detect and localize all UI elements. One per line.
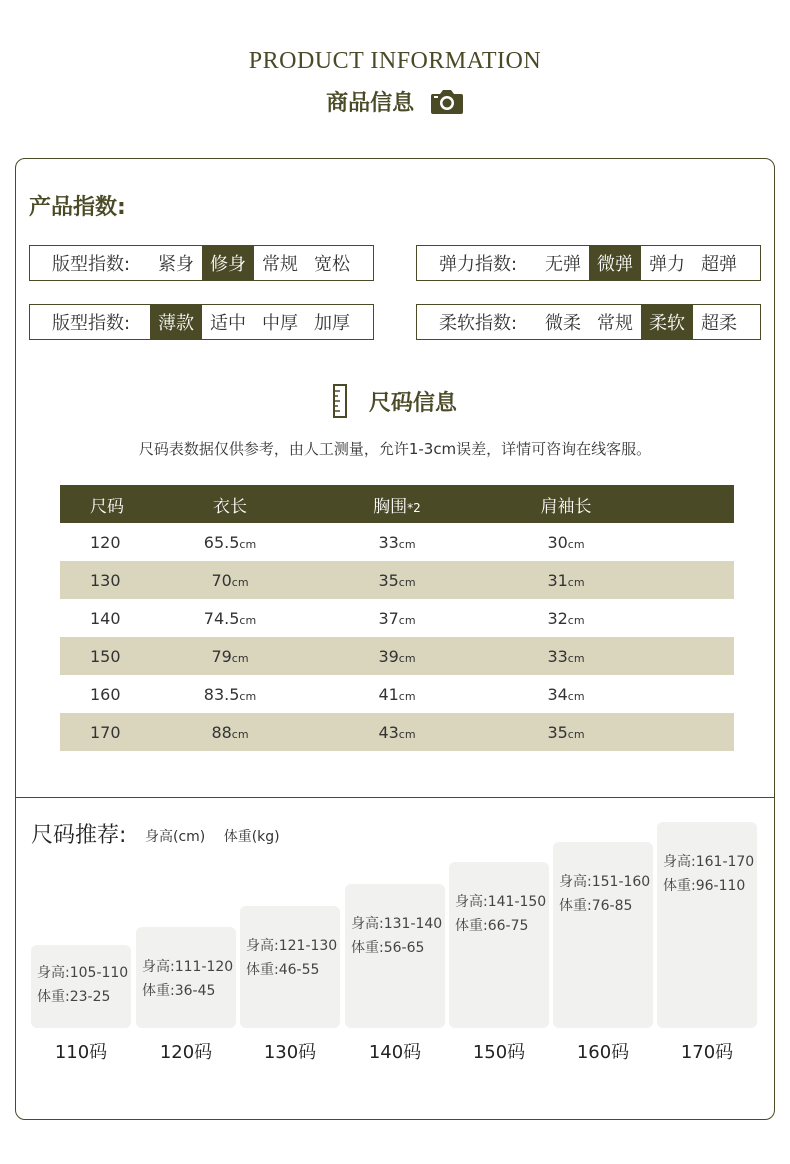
index-option: 超柔: [701, 313, 737, 334]
size-info-title-text: 尺码信息: [368, 391, 457, 416]
table-cell: [486, 723, 646, 742]
size-info-title: [0, 384, 790, 424]
table-row: [60, 561, 734, 599]
size-card-label: 140码: [368, 1042, 422, 1063]
index-option: 适中: [210, 313, 246, 334]
size-card-label: 120码: [159, 1042, 213, 1063]
product-index-title: 产品指数:: [29, 195, 126, 220]
index-option: 弹力: [649, 254, 685, 275]
card-height: 身高:121-130: [246, 938, 338, 954]
recommend-subtitle: [145, 826, 294, 846]
chest-multiplier: *2: [407, 500, 421, 515]
size-card: [31, 945, 131, 1028]
table-row: [60, 599, 734, 637]
size-card: [553, 842, 653, 1028]
size-card: [240, 906, 340, 1028]
ruler-icon: [333, 384, 349, 424]
size-note: 尺码表数据仅供参考，由人工测量，允许1-3cm误差，详情可咨询在线客服。: [138, 440, 652, 458]
index-option: 超弹: [701, 254, 737, 275]
size-card-label: 160码: [576, 1042, 630, 1063]
table-cell: [60, 533, 152, 552]
cell-unit: cm: [567, 689, 585, 703]
cell-value: 170: [90, 722, 121, 742]
header-title-en: PRODUCT INFORMATION: [248, 48, 542, 74]
col-header-sleeve: 肩袖长: [540, 496, 592, 517]
size-card-label: 150码: [472, 1042, 526, 1063]
cell-value: 31: [547, 570, 568, 590]
cell-unit: cm: [239, 537, 257, 551]
cell-unit: cm: [398, 727, 416, 741]
cell-unit: cm: [398, 613, 416, 627]
table-cell: [152, 723, 308, 742]
index-row-label: 版型指数:: [51, 254, 131, 275]
index-option: 宽松: [314, 254, 350, 275]
index-row-label: 弹力指数:: [438, 254, 518, 275]
card-weight: 体重:96-110: [663, 878, 746, 894]
index-option: 常规: [262, 254, 298, 275]
index-option: 无弹: [545, 254, 581, 275]
table-cell: [486, 647, 646, 666]
col-header-chest: [308, 492, 486, 517]
card-height: 身高:131-140: [351, 916, 443, 932]
cell-unit: cm: [567, 613, 585, 627]
table-cell: [152, 609, 308, 628]
table-cell: [486, 685, 646, 704]
col-header-length: 衣长: [213, 496, 247, 517]
cell-unit: cm: [398, 537, 416, 551]
table-cell: [486, 571, 646, 590]
weight-label: 体重(kg): [223, 829, 280, 845]
cell-unit: cm: [231, 651, 249, 665]
cell-unit: cm: [567, 727, 585, 741]
cell-value: 33: [378, 532, 399, 552]
cell-value: 120: [90, 532, 121, 552]
cell-value: 130: [90, 570, 121, 590]
card-weight: 体重:23-25: [37, 989, 111, 1005]
table-cell: [60, 723, 152, 742]
table-row: [60, 523, 734, 561]
table-row: [60, 713, 734, 751]
cell-value: 39: [378, 646, 399, 666]
size-card: [345, 884, 445, 1028]
index-option-selected: 微弹: [589, 246, 641, 280]
header-title-cn: [0, 86, 790, 121]
cell-unit: cm: [239, 689, 257, 703]
col-header-size: 尺码: [90, 496, 124, 517]
card-height: 身高:105-110: [37, 965, 129, 981]
cell-unit: cm: [231, 727, 249, 741]
table-cell: [308, 571, 486, 590]
table-cell: [60, 609, 152, 628]
cell-value: 79: [211, 646, 232, 666]
table-cell: [152, 571, 308, 590]
cell-value: 35: [378, 570, 399, 590]
card-weight: 体重:46-55: [246, 962, 320, 978]
cell-value: 37: [378, 608, 399, 628]
table-cell: [308, 685, 486, 704]
cell-value: 150: [90, 646, 121, 666]
cell-value: 33: [547, 646, 568, 666]
card-weight: 体重:36-45: [142, 983, 216, 999]
cell-value: 41: [378, 684, 399, 704]
size-card-label: 130码: [263, 1042, 317, 1063]
cell-unit: cm: [398, 575, 416, 589]
cell-value: 70: [211, 570, 232, 590]
index-option: 常规: [597, 313, 633, 334]
height-label: 身高(cm): [145, 829, 206, 845]
cell-unit: cm: [398, 689, 416, 703]
index-row: [29, 245, 374, 281]
cell-unit: cm: [567, 537, 585, 551]
card-weight: 体重:76-85: [559, 898, 633, 914]
cell-value: 65.5: [203, 532, 240, 552]
cell-value: 30: [547, 532, 568, 552]
cell-value: 34: [547, 684, 568, 704]
section-divider: [15, 797, 775, 798]
card-weight: 体重:56-65: [351, 940, 425, 956]
card-height: 身高:141-150: [455, 894, 547, 910]
cell-value: 88: [211, 722, 232, 742]
index-option: 加厚: [314, 313, 350, 334]
index-option: 紧身: [158, 254, 194, 275]
cell-value: 140: [90, 608, 121, 628]
index-option-selected: 修身: [202, 246, 254, 280]
table-cell: [308, 647, 486, 666]
table-row: [60, 637, 734, 675]
cell-unit: cm: [567, 651, 585, 665]
index-row: [416, 245, 761, 281]
table-cell: [60, 685, 152, 704]
table-cell: [152, 685, 308, 704]
index-option-selected: 薄款: [150, 305, 202, 339]
camera-icon: [430, 87, 464, 121]
cell-value: 35: [547, 722, 568, 742]
size-card-label: 170码: [680, 1042, 734, 1063]
card-height: 身高:151-160: [559, 874, 651, 890]
size-card: [449, 862, 549, 1028]
index-row-label: 柔软指数:: [438, 313, 518, 334]
table-cell: [308, 533, 486, 552]
cell-value: 160: [90, 684, 121, 704]
cell-unit: cm: [239, 613, 257, 627]
card-height: 身高:161-170: [663, 854, 755, 870]
index-option: 微柔: [545, 313, 581, 334]
cell-unit: cm: [398, 651, 416, 665]
table-cell: [60, 647, 152, 666]
col-header-chest-text: 胸围: [373, 496, 408, 517]
index-row-label: 版型指数:: [51, 313, 131, 334]
recommend-title: 尺码推荐:: [31, 823, 127, 848]
table-header-row: [60, 485, 734, 523]
table-cell: [308, 723, 486, 742]
table-cell: [152, 533, 308, 552]
index-option-selected: 柔软: [641, 305, 693, 339]
size-table: [60, 485, 734, 751]
header-title-cn-text: 商品信息: [326, 91, 415, 116]
card-weight: 体重:66-75: [455, 918, 529, 934]
cell-unit: cm: [567, 575, 585, 589]
cell-value: 32: [547, 608, 568, 628]
index-row: [416, 304, 761, 340]
size-card: [136, 927, 236, 1028]
cell-value: 43: [378, 722, 399, 742]
size-card: [657, 822, 757, 1028]
table-cell: [308, 609, 486, 628]
table-cell: [486, 609, 646, 628]
table-cell: [486, 533, 646, 552]
index-option: 中厚: [262, 313, 298, 334]
table-row: [60, 675, 734, 713]
index-row: [29, 304, 374, 340]
cell-value: 74.5: [203, 608, 240, 628]
table-cell: [60, 571, 152, 590]
cell-unit: cm: [231, 575, 249, 589]
table-cell: [152, 647, 308, 666]
card-height: 身高:111-120: [142, 959, 234, 975]
cell-value: 83.5: [203, 684, 240, 704]
size-card-label: 110码: [54, 1042, 108, 1063]
